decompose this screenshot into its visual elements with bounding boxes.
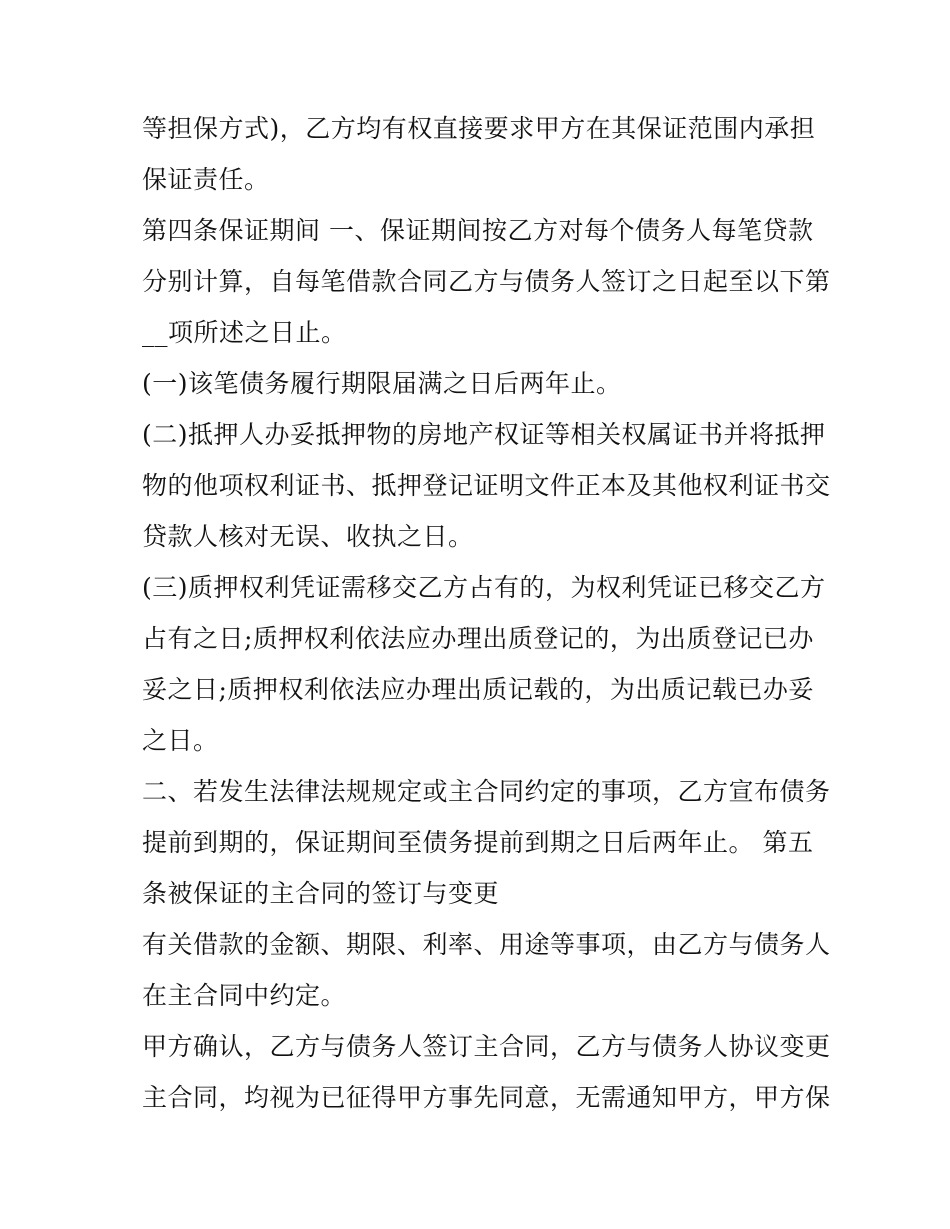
text-line: 有关借款的金额、期限、利率、用途等事项，由乙方与债务人: [142, 930, 831, 959]
text-line: 提前到期的，保证期间至债务提前到期之日后两年止。 第五: [142, 828, 814, 857]
text-line: 条被保证的主合同的签订与变更: [142, 879, 500, 908]
text-line: 物的他项权利证书、抵押登记证明文件正本及其他权利证书交: [142, 471, 831, 500]
text-line: 二、若发生法律法规规定或主合同约定的事项，乙方宣布债务: [142, 777, 831, 806]
text-line: 贷款人核对无误、收执之日。: [142, 522, 474, 551]
text-line: __项所述之日止。: [142, 318, 347, 347]
text-line: 占有之日;质押权利依法应办理出质登记的，为出质登记已办: [142, 624, 814, 653]
text-line: 在主合同中约定。: [142, 981, 347, 1010]
text-line: 保证责任。: [142, 165, 270, 194]
text-line: 主合同，均视为已征得甲方事先同意，无需通知甲方，甲方保: [142, 1083, 831, 1112]
text-line: 甲方确认，乙方与债务人签订主合同，乙方与债务人协议变更: [142, 1032, 831, 1061]
text-line: (三)质押权利凭证需移交乙方占有的，为权利凭证已移交乙方: [142, 573, 826, 602]
text-line: (二)抵押人办妥抵押物的房地产权证等相关权属证书并将抵押: [142, 420, 826, 449]
text-line: 等担保方式)，乙方均有权直接要求甲方在其保证范围内承担: [142, 114, 816, 143]
text-line: 妥之日;质押权利依法应办理出质记载的，为出质记载已办妥: [142, 675, 814, 704]
text-line: 分别计算，自每笔借款合同乙方与债务人签订之日起至以下第: [142, 267, 831, 296]
text-line: 第四条保证期间 一、保证期间按乙方对每个债务人每笔贷款: [142, 216, 814, 245]
text-line: 之日。: [142, 726, 219, 755]
text-line: (一)该笔债务履行期限届满之日后两年止。: [142, 369, 622, 398]
